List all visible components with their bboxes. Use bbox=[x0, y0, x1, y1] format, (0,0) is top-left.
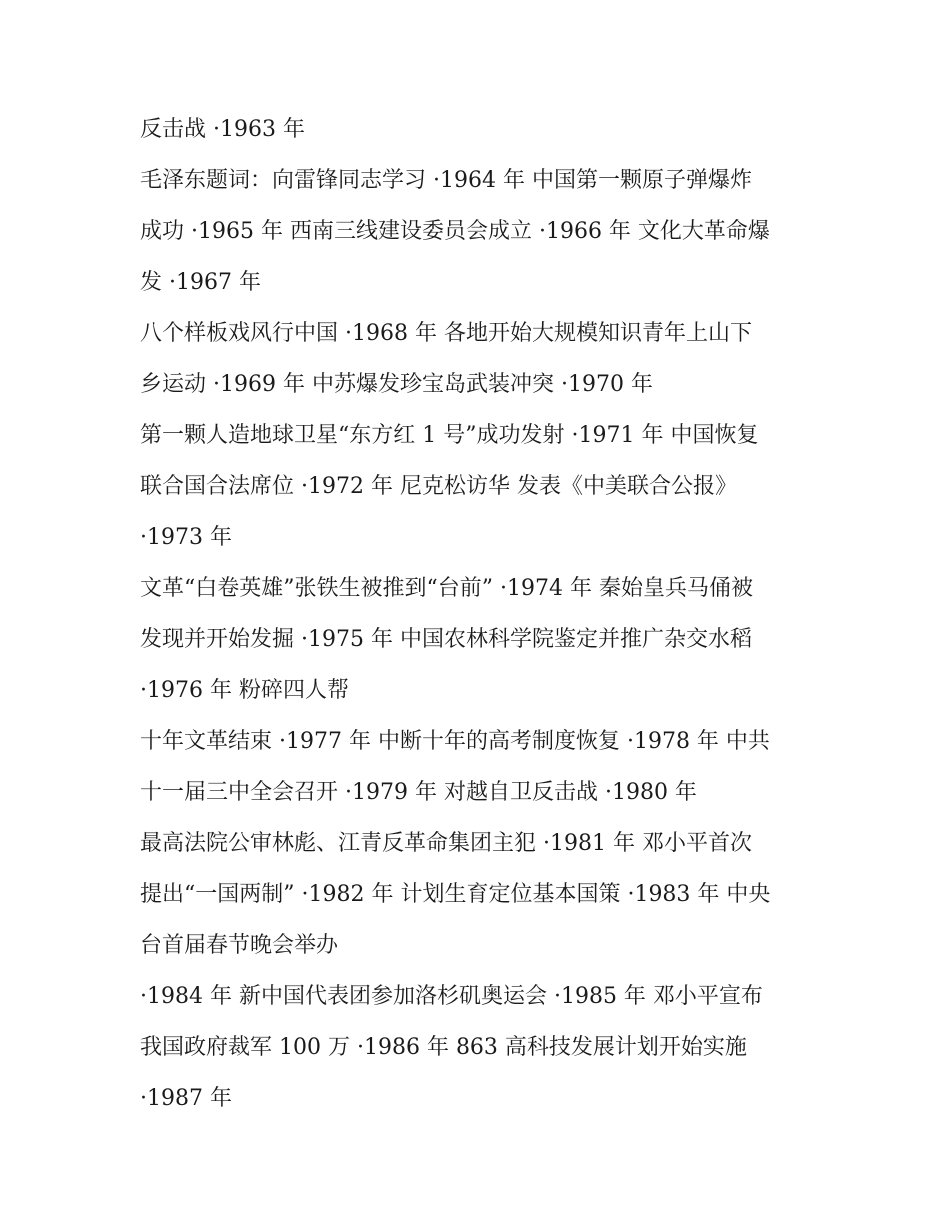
text-line-3: 成功 ·1965 年 西南三线建设委员会成立 ·1966 年 文化大革命爆 bbox=[140, 219, 770, 244]
text-line-5: 八个样板戏风行中国 ·1968 年 各地开始大规模知识青年上山下 bbox=[140, 321, 752, 346]
text-line-11: 发现并开始发掘 ·1975 年 中国农林科学院鉴定并推广杂交水稻 bbox=[140, 627, 752, 652]
text-line-19: 我国政府裁军 100 万 ·1986 年 863 高科技发展计划开始实施 bbox=[140, 1035, 747, 1060]
timeline-text bbox=[140, 104, 820, 1124]
text-line-17: 台首届春节晚会举办 bbox=[140, 933, 339, 958]
text-line-13: 十年文革结束 ·1977 年 中断十年的高考制度恢复 ·1978 年 中共 bbox=[140, 729, 770, 754]
text-line-12: ·1976 年 粉碎四人帮 bbox=[140, 678, 349, 703]
text-line-16: 提出“一国两制” ·1982 年 计划生育定位基本国策 ·1983 年 中央 bbox=[140, 882, 771, 907]
text-line-15: 最高法院公审林彪、江青反革命集团主犯 ·1981 年 邓小平首次 bbox=[140, 831, 752, 856]
text-line-20: ·1987 年 bbox=[140, 1086, 232, 1111]
text-line-2: 毛泽东题词：向雷锋同志学习 ·1964 年 中国第一颗原子弹爆炸 bbox=[140, 168, 752, 193]
text-line-7: 第一颗人造地球卫星“东方红 1 号”成功发射 ·1971 年 中国恢复 bbox=[140, 423, 759, 448]
text-line-1: 反击战 ·1963 年 bbox=[140, 117, 305, 142]
text-line-8: 联合国合法席位 ·1972 年 尼克松访华 发表《中美联合公报》 bbox=[140, 474, 737, 499]
text-line-4: 发 ·1967 年 bbox=[140, 270, 261, 295]
text-line-18: ·1984 年 新中国代表团参加洛杉矶奥运会 ·1985 年 邓小平宣布 bbox=[140, 984, 763, 1009]
text-line-14: 十一届三中全会召开 ·1979 年 对越自卫反击战 ·1980 年 bbox=[140, 780, 697, 805]
text-line-9: ·1973 年 bbox=[140, 525, 232, 550]
text-line-10: 文革“白卷英雄”张铁生被推到“台前” ·1974 年 秦始皇兵马俑被 bbox=[140, 576, 753, 601]
text-line-6: 乡运动 ·1969 年 中苏爆发珍宝岛武装冲突 ·1970 年 bbox=[140, 372, 653, 397]
